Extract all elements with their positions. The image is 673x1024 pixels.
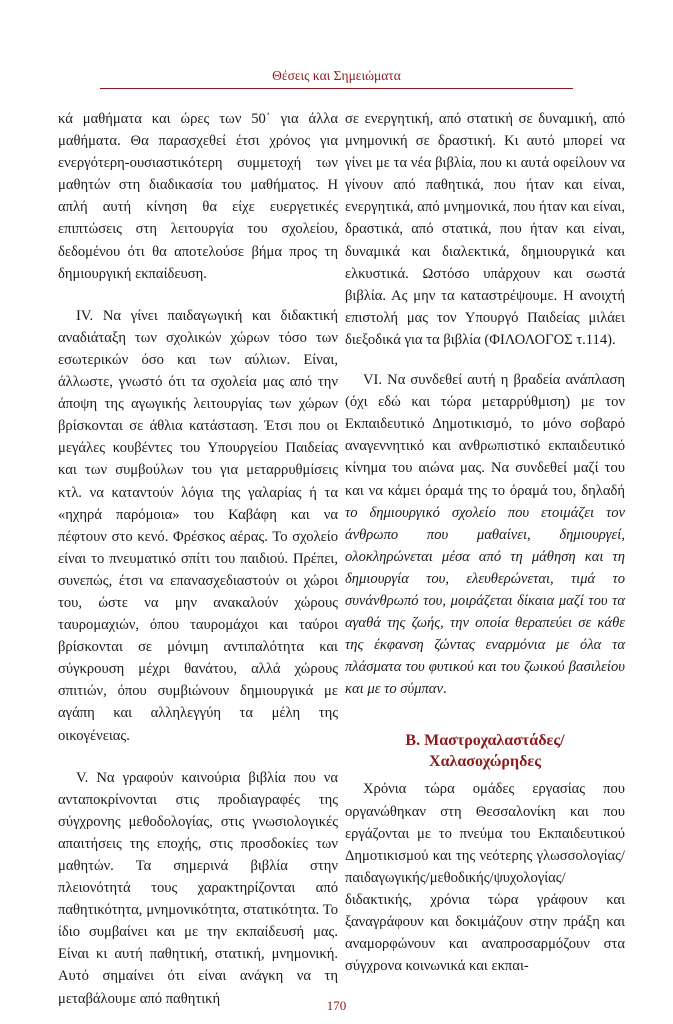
paragraph-v-continuation: σε ενεργητική, από στατική σε δυναμική, από μνημονική σε δραστική. Κι αυτό μπορεί να γίνει με τα νέα βιβλία, που κι αυτά οφείλουν να γίνουν από παθητικά, που ήταν και είναι, ενεργητικά, από μνημονικά, που ήταν και είναι, δραστικά, από στατικά, που ήταν και είναι, δυναμικά και διαλεκτικά, δημιουργικά και ελκυστικά. Ωστόσο υπάρχουν και σωστά βιβλία. Ας μην τα καταστρέψουμε. Η ανοιχτή επιστολή μας τον Υπουργό Παιδείας μιλάει διεξοδικά για τα βιβλία (ΦΙΛΟΛΟΓΟΣ τ.114). xyxy=(345,111,625,348)
page-number: 170 xyxy=(326,998,347,1013)
paragraph-vi-italic: το δημιουργικό σχολείο που ετοιμάζει τον άνθρωπο που μαθαίνει, δημιουργεί, ολοκληρώνεται μέσα από τη μάθηση και τη δημιουργία του, ελευθερώνεται, τιμά το συνάνθρωπό του, μοιράζεται δίκαια μαζί του τα αγαθά της ζωής, την οποία θεραπεύει σε κάθε της έκφανση ζώντας εναρμόνια με όλα τα πλάσματα του φυτικού και του ζωικού βασιλείου και με το σύμπαν xyxy=(345,504,625,698)
paragraph-vi-text: VI. Να συνδεθεί αυτή η βραδεία ανάπλαση (όχι εδώ και τώρα μεταρρύθμιση) με τον Εκπαιδευτικό Δημοτικισμό, το μόνο σοβαρό αναγεννητικό και ανθρωπιστικό εκπαιδευτικό κίνημα του αιώνα μας. Να συνδεθεί μαζί του και να κάμει όραμά της το όραμά του, δηλαδή xyxy=(345,372,625,499)
left-column xyxy=(58,108,338,1010)
section-title-line-1: Β. Μαστροχαλαστάδες/ xyxy=(405,732,565,750)
paragraph-iv: IV. Να γίνει παιδαγωγική και διδακτική αναδιάταξη των σχολικών χώρων τόσο των εσωτερικών όσο και των αύλιων. Είναι, άλλωστε, γνωστό ότι τα σχολεία μας από την άποψη της αγωγικής λειτουργίας των χώρων βρίσκονται σε άθλια κατάσταση. Έτσι που οι μεγάλες κουβέντες του Υπουργείου Παιδείας και των συμβούλων του για μεταρρυθμίσεις κτλ. να καταντούν λόγια της γαλαρίας ή τα «ηχηρά παρόμοια» του Καβάφη και να πέφτουν στο κενό. Φρέσκος αέρας. Το σχολείο είναι το πνευματικό σπίτι του παιδιού. Πρέπει, συνεπώς, έτσι να επανασχεδιαστούν οι χώροι του, ώστε να μην ανακαλούν χώρους ταυρομαχιών, όπου ταυρομάχοι και ταύροι βρίσκονται σε μόνιμη αντιπαλότητα και σύγκρουση μέχρι θανάτου, αλλά χώρους σπιτιών, όπου συμβιώνουν δημιουργικά με αγάπη και αλληλεγγύη τα μέλη της οικογένειας. xyxy=(58,307,338,744)
section-title xyxy=(345,730,625,772)
section-title-line-2: Χαλασοχώρηδες xyxy=(429,753,541,771)
running-head: Θέσεις και Σημειώματα xyxy=(272,68,401,83)
header-rule xyxy=(100,88,573,89)
right-column xyxy=(345,108,625,977)
paragraph-vi xyxy=(345,369,625,700)
paragraph-v: V. Να γραφούν καινούρια βιβλία που να ανταποκρίνονται στις προδιαγραφές της σύγχρονης μεθοδολογίας, στις γνωσιολογικές απαιτήσεις της εποχής, στις προσδοκίες των μαθητών. Τα σημερινά βιβλία στην πλειονότητά τους χαρακτηρίζονται από παθητικότητα, μνημονικότητα, στατικότητα. Το ίδιο συμβαίνει και με την εκπαίδευσή μας. Είναι κι αυτή παθητική, στατική, μνημονική. Αυτό σημαίνει ότι είναι ανάγκη να τη μεταβάλουμε από παθητική xyxy=(58,769,338,1007)
paragraph-vi-end: . xyxy=(442,681,447,698)
paragraph-section-b: Χρόνια τώρα ομάδες εργασίας που οργανώθηκαν στη Θεσσαλονίκη και που εργάζονται με το πνεύμα του Εκπαιδευτικού Δημοτικισμού και της νεότερης γλωσσολογίας/παιδαγωγικής/μεθοδικής/ψυχολογίας/διδακτικής, χρόνια τώρα γράφουν και ξαναγράφουν και δοκιμάζουν στην πράξη και αναμορφώνουν και αναπροσαρμόζουν στα σύγχρονα κοινωνικά και εκπαι- xyxy=(345,781,625,975)
paragraph-continuation: κά μαθήματα και ώρες των 50΄ για άλλα μαθήματα. Θα παρασχεθεί έτσι χρόνος για ενεργότερη-ουσιαστικότερη συμμετοχή των μαθητών στη διαδικασία του μαθήματος. Η απλή αυτή κίνηση θα είχε ευεργετικές επιπτώσεις στη λειτουργία του σχολείου, δεδομένου ότι θα αποτελούσε βήμα προς τη δημιουργική εκπαίδευση. xyxy=(58,111,338,282)
